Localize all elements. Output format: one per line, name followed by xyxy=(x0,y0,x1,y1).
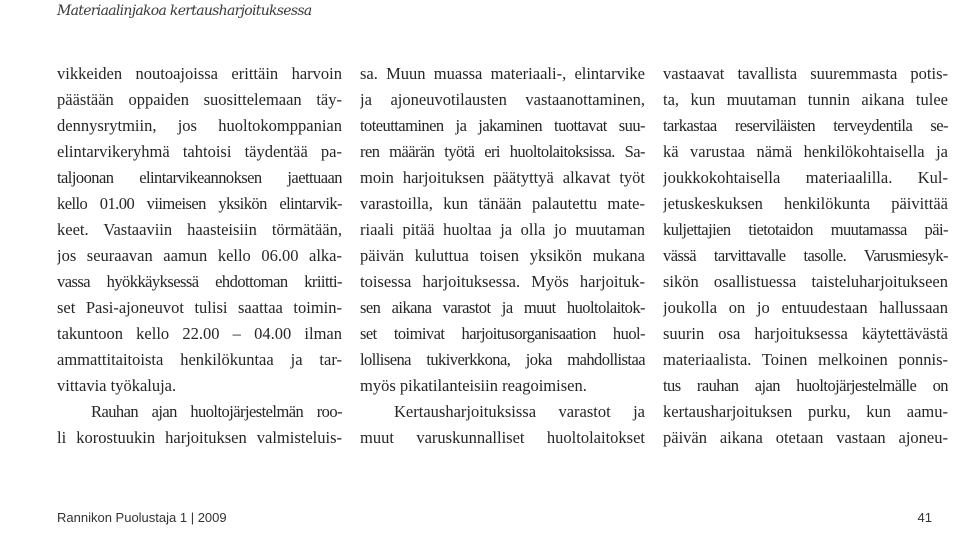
text-line: tus rauhan ajan huoltojärjestelmälle on xyxy=(663,376,948,395)
text-line: jos seuraavan aamun kello 06.00 alka- xyxy=(57,246,342,265)
text-line: ren määrän työtä eri huoltolaitoksissa. Sa- xyxy=(360,142,645,161)
text-line: kä varustaa nämä henkilökohtaisella ja xyxy=(663,142,948,161)
text-line: vassa hyökkäyksessä ehdottoman kriitti- xyxy=(57,272,342,291)
text-column-2 xyxy=(360,61,645,451)
text-line: keet. Vastaaviin haasteisiin törmätään, xyxy=(57,220,342,239)
text-line: kertausharjoituksen purku, kun aamu- xyxy=(663,402,948,421)
text-line: vittavia työkaluja. xyxy=(57,376,177,395)
running-head: Materiaalinjakoa kertausharjoituksessa xyxy=(57,3,312,19)
text-line: sen aikana varastot ja muut huoltolaitok- xyxy=(360,298,645,317)
text-line: taljoonan elintarvikeannoksen jaettuaan xyxy=(57,168,342,187)
text-line: toisessa harjoituksessa. Myös harjoituk- xyxy=(360,272,645,291)
text-line: kuljettajien tietotaidon muutamassa päi- xyxy=(663,220,948,239)
text-line: dennysrytmiin, jos huoltokomppanian xyxy=(57,116,342,135)
text-line: set toimivat harjoitusorganisaation huol- xyxy=(360,324,645,343)
text-line: jetuskeskuksen henkilökunta päivittää xyxy=(663,194,948,213)
page-number: 41 xyxy=(917,510,932,525)
text-line: tarkastaa reserviläisten terveydentila se- xyxy=(663,116,948,135)
text-line: suurin osa harjoituksessa käytettävästä xyxy=(663,324,948,343)
text-line: päästään oppaiden suosittelemaan täy- xyxy=(57,90,342,109)
text-line: materiaalista. Toinen melkoinen ponnis- xyxy=(663,350,948,369)
footer-publication: Rannikon Puolustaja 1 | 2009 xyxy=(57,510,227,525)
text-line: lollisena tukiverkkona, joka mahdollistaa xyxy=(360,350,645,369)
text-line: ta, kun muutaman tunnin aikana tulee xyxy=(663,90,948,109)
text-line: toteuttaminen ja jakaminen tuottavat suu- xyxy=(360,116,645,135)
text-line: joukkokohtaisella materiaalilla. Kul- xyxy=(663,168,948,187)
text-line: vässä tarvittavalle tasolle. Varusmiesyk- xyxy=(663,246,948,265)
text-line: set Pasi-ajoneuvot tulisi saattaa toimin- xyxy=(57,298,342,317)
text-line: myös pikatilanteisiin reagoimisen. xyxy=(360,376,587,395)
text-line: takuntoon kello 22.00 – 04.00 ilman xyxy=(57,324,342,343)
text-line: vikkeiden noutoajoissa erittäin harvoin xyxy=(57,64,342,83)
text-column-3 xyxy=(663,61,948,451)
text-line: kello 01.00 viimeisen yksikön elintarvik- xyxy=(57,194,342,213)
text-line: riaali pitää huoltaa ja olla jo muutaman xyxy=(360,220,645,239)
text-column-1 xyxy=(57,61,342,451)
text-line: Kertausharjoituksissa varastot ja xyxy=(394,402,645,421)
text-line: päivän kuluttua toisen yksikön mukana xyxy=(360,246,645,265)
text-line: moin harjoituksen päätyttyä alkavat työt xyxy=(360,168,645,187)
text-line: ja ajoneuvotilausten vastaanottaminen, xyxy=(360,90,645,109)
text-line: sa. Muun muassa materiaali-, elintarvike xyxy=(360,64,645,83)
text-line: elintarvikeryhmä tahtoisi täydentää pa- xyxy=(57,142,342,161)
text-line: vastaavat tavallista suuremmasta potis- xyxy=(663,64,948,83)
text-line: varastoilla, kun tänään palautettu mate- xyxy=(360,194,645,213)
text-line: sikön osallistuessa taisteluharjoitukseen xyxy=(663,272,948,291)
text-line: muut varuskunnalliset huoltolaitokset xyxy=(360,428,645,447)
text-line: ammattitaitoista henkilökuntaa ja tar- xyxy=(57,350,342,369)
text-line: Rauhan ajan huoltojärjestelmän roo- xyxy=(91,402,342,421)
text-line: li korostuukin harjoituksen valmisteluis- xyxy=(57,428,342,447)
text-line: päivän aikana otetaan vastaan ajoneu- xyxy=(663,428,948,447)
text-line: joukolla on jo entuudestaan hallussaan xyxy=(663,298,948,317)
